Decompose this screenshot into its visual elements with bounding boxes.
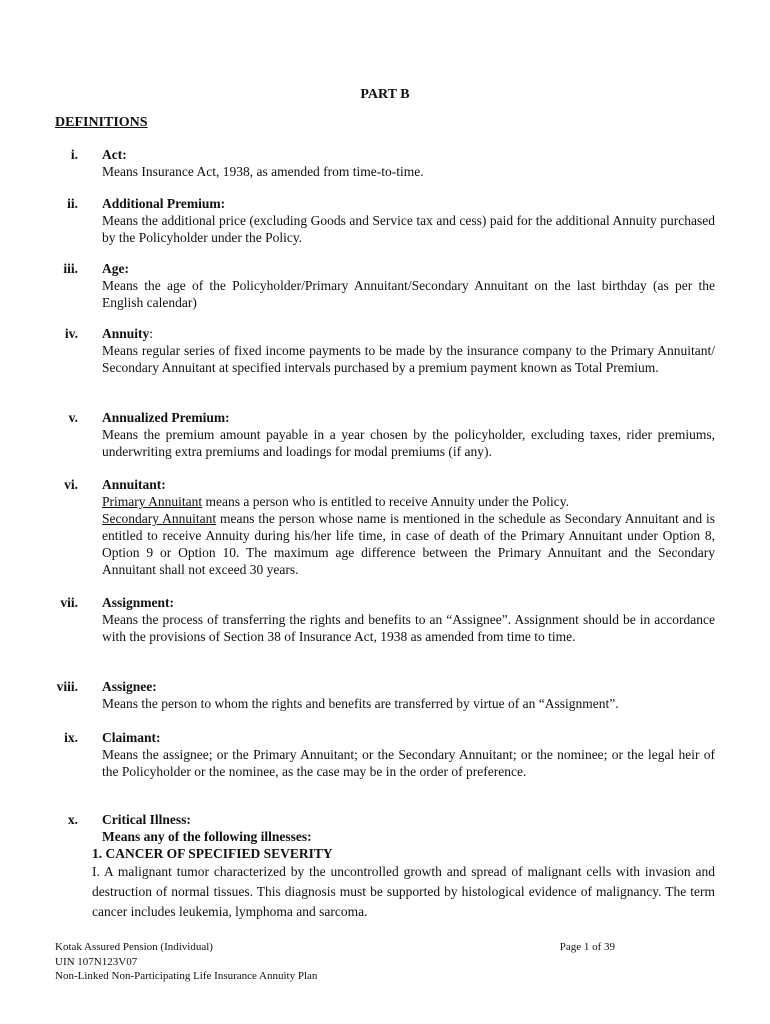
definition-term: Claimant: bbox=[102, 730, 161, 745]
primary-annuitant-label: Primary Annuitant bbox=[102, 494, 203, 509]
footer-plan-type: Non-Linked Non-Participating Life Insurance Annuity Plan bbox=[55, 970, 318, 982]
definition-number: x. bbox=[67, 812, 78, 827]
definition-number: v. bbox=[68, 410, 78, 425]
part-title: PART B bbox=[360, 87, 410, 102]
definition-term: Annuitant: bbox=[102, 477, 166, 492]
cancer-section bbox=[92, 845, 715, 922]
definition-description: Means the person to whom the rights and benefits are transferred by virtue of an “Assignment”. bbox=[102, 696, 619, 711]
definition-description: Means the premium amount payable in a year chosen by the policyholder, excluding taxes, rider premiums, underwriting extra premiums and loadings for modal premiums (if any). bbox=[102, 427, 715, 459]
definition-term: Age: bbox=[102, 261, 129, 276]
definition-term: Annuity bbox=[102, 326, 150, 341]
definition-description: Means the process of transferring the rights and benefits to an “Assignee”. Assignment should be in accordance with the provisions of Section 38 of Insurance Act, 1938 as amended from time to time. bbox=[102, 612, 715, 644]
definition-description: Means regular series of fixed income payments to be made by the insurance company to the Primary Annuitant/ Secondary Annuitant at specified intervals purchased by a premium payment known as Total Premium. bbox=[102, 343, 715, 375]
footer-uin: UIN 107N123V07 bbox=[55, 955, 138, 968]
definition-number: ix. bbox=[64, 730, 78, 745]
definition-term: Assignment: bbox=[102, 595, 175, 610]
definition-number: vii. bbox=[60, 595, 78, 610]
cancer-paragraph: I. A malignant tumor characterized by the uncontrolled growth and spread of malignant cells with invasion and destruction of normal tissues. This diagnosis must be supported by histological evidence of malignancy. The term cancer includes leukemia, lymphoma and sarcoma. bbox=[92, 864, 715, 919]
definition-number: viii. bbox=[56, 679, 78, 694]
definition-number: ii. bbox=[67, 196, 78, 211]
secondary-annuitant-text: means the person whose name is mentioned in the schedule as Secondary Annuitant and is entitled to receive Annuity during his/her life time, in case of death of the Primary Annuitant under Option 8, Option 9 or Option 10. The maximum age difference between the Primary Annuitant and the Secondary Annuitant shall not exceed 30 years. bbox=[102, 511, 716, 577]
definitions-heading: DEFINITIONS bbox=[55, 115, 148, 130]
secondary-annuitant-label: Secondary Annuitant bbox=[102, 511, 217, 526]
primary-annuitant-text: means a person who is entitled to receive Annuity under the Policy. bbox=[202, 494, 570, 509]
definition-term: Critical Illness: bbox=[102, 812, 191, 827]
page-number: Page 1 of 39 bbox=[559, 941, 615, 953]
definition-subheading: Means any of the following illnesses: bbox=[102, 829, 312, 844]
definition-number: iv. bbox=[64, 326, 78, 341]
primary-annuitant-definition bbox=[102, 493, 715, 510]
page-footer bbox=[55, 940, 715, 984]
definition-description: Means Insurance Act, 1938, as amended from time-to-time. bbox=[102, 164, 424, 179]
definition-number: vi. bbox=[64, 477, 78, 492]
definition-number: iii. bbox=[63, 261, 78, 276]
definition-description: Means the assignee; or the Primary Annuitant; or the Secondary Annuitant; or the nominee; or the legal heir of the Policyholder or the nominee, as the case may be in the order of preference. bbox=[102, 747, 715, 779]
definition-term: Act: bbox=[102, 147, 127, 162]
definition-term: Assignee: bbox=[102, 679, 157, 694]
definition-description: Means the age of the Policyholder/Primary Annuitant/Secondary Annuitant on the last birthday (as per the English calendar) bbox=[102, 278, 715, 310]
footer-product-name: Kotak Assured Pension (Individual) bbox=[55, 941, 213, 953]
definition-description: Means the additional price (excluding Goods and Service tax and cess) paid for the additional Annuity purchased by the Policyholder under the Policy. bbox=[102, 213, 715, 245]
secondary-annuitant-definition bbox=[102, 510, 715, 578]
definition-term: Annualized Premium: bbox=[102, 410, 230, 425]
definition-term: Additional Premium: bbox=[102, 196, 226, 211]
cancer-heading: 1. CANCER OF SPECIFIED SEVERITY bbox=[92, 846, 333, 861]
definition-term-suffix: : bbox=[149, 326, 154, 341]
definition-number: i. bbox=[70, 147, 78, 162]
